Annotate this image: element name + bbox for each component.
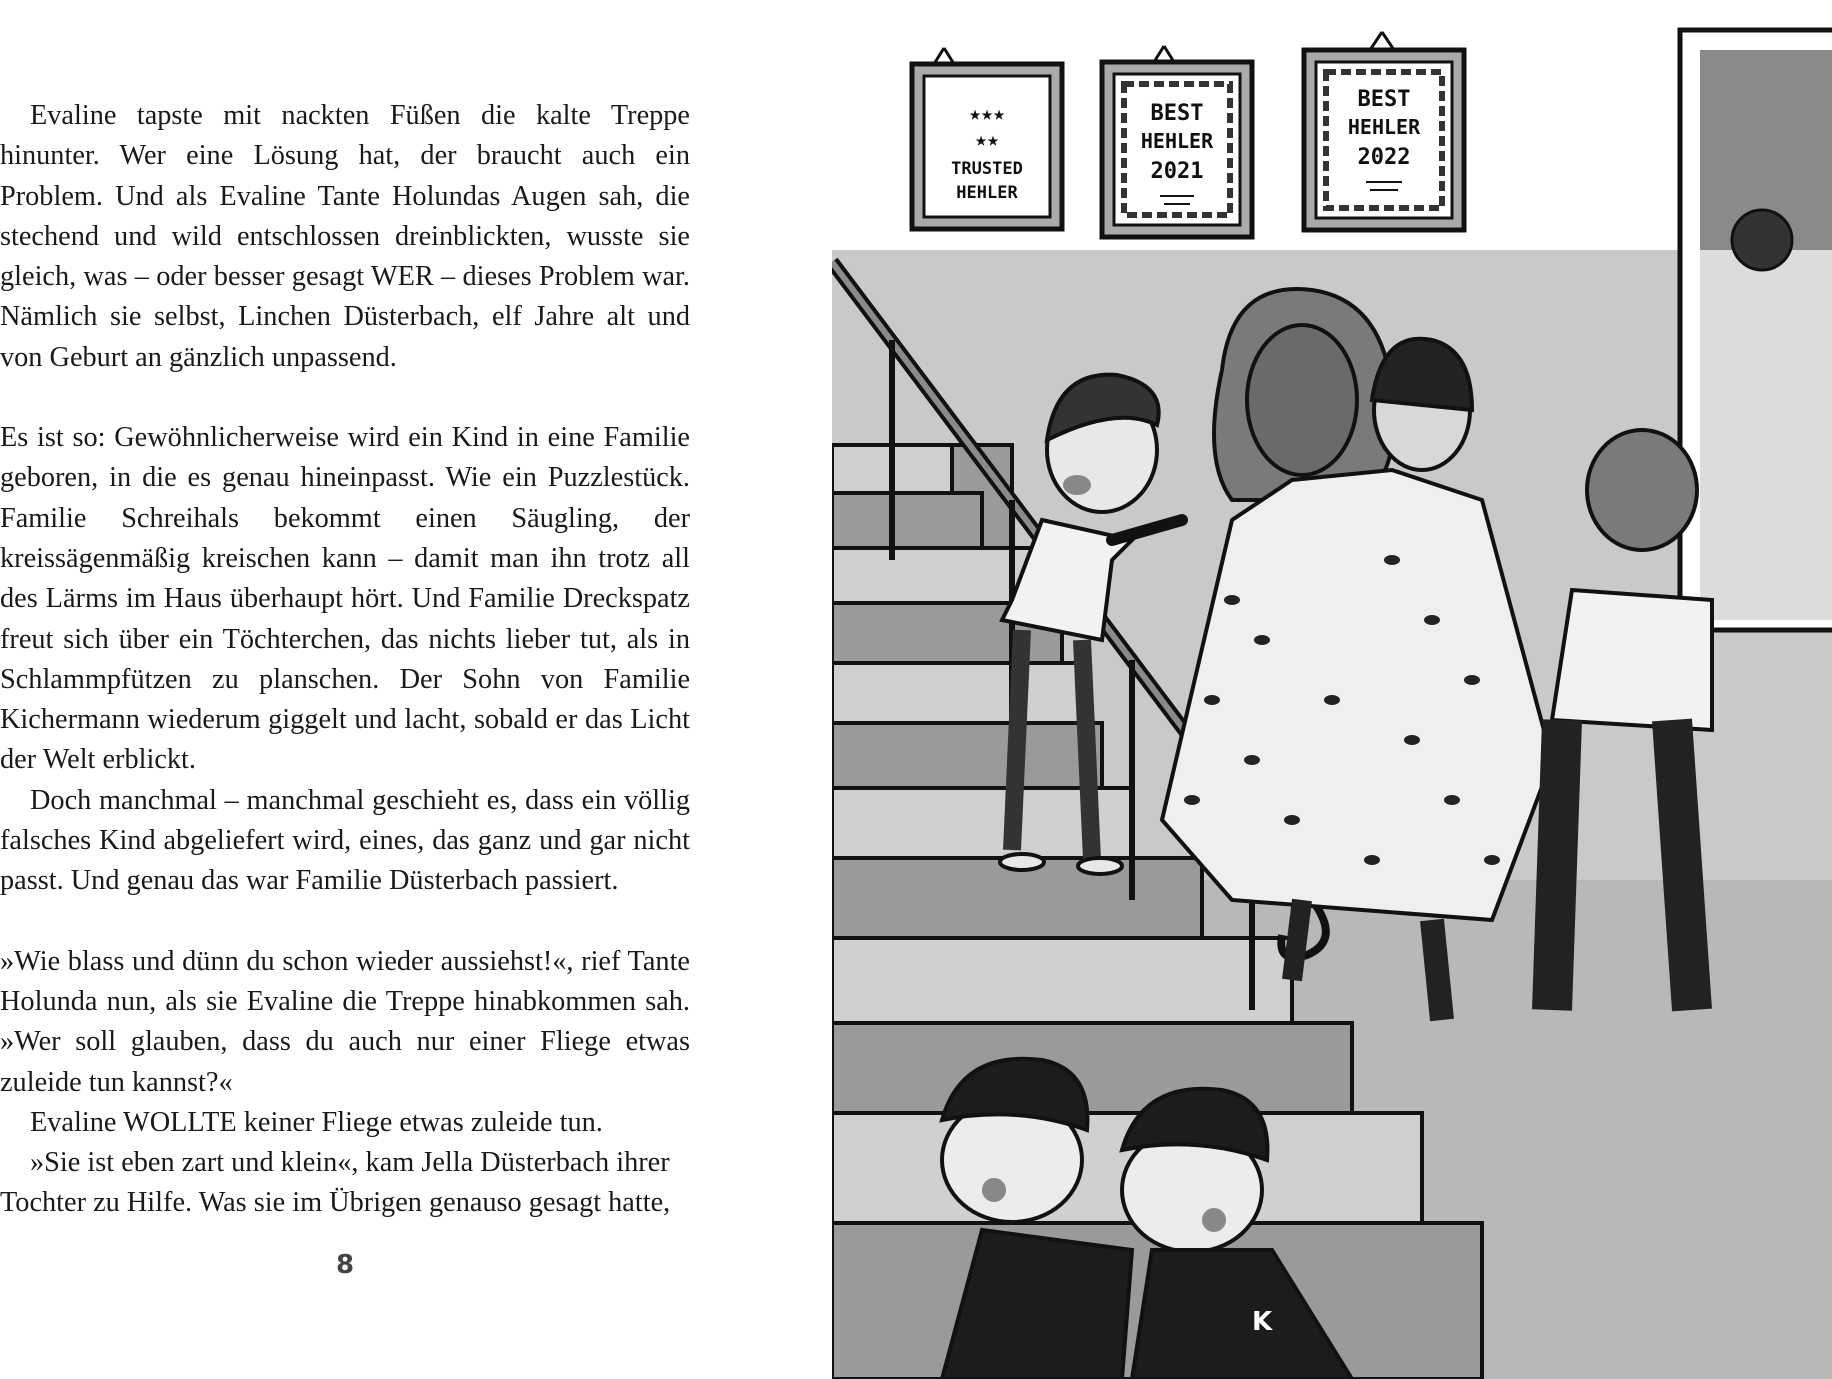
sign-1-line-4: HEHLER xyxy=(956,183,1018,203)
sign-1-line-1: ★★★ xyxy=(968,101,1006,125)
doorway xyxy=(1680,30,1832,630)
book-page-left xyxy=(0,0,800,1379)
sign-2-line-2: HEHLER xyxy=(1140,129,1214,153)
sign-2-line-1: BEST xyxy=(1150,101,1204,126)
sign-2-line-3: 2021 xyxy=(1150,159,1204,184)
jacket-letter: K xyxy=(1252,1307,1273,1337)
paragraph-1: Evaline tapste mit nackten Füßen die kalte Treppe hinunter. Wer eine Lösung hat, der braucht auch ein Problem. Und als Evaline Tante Holundas Augen sah, die stechend und wild entschlossen dreinblickten, wusste sie gleich, was – oder besser gesagt WER – dieses Problem war. Nämlich sie selbst, Linchen Düsterbach, elf Jahre alt und von Geburt an gänzlich unpassend. xyxy=(0,100,690,373)
paragraph-3: Doch manchmal – manchmal geschieht es, dass ein völlig falsches Kind abgeliefert wird, eines, das ganz und gar nicht passt. Und genau das war Familie Düsterbach passiert. xyxy=(0,784,690,897)
sign-3-line-1: BEST xyxy=(1357,87,1411,112)
sign-trusted-hehler xyxy=(912,48,1062,229)
sign-3-line-3: 2022 xyxy=(1357,145,1411,170)
sign-best-hehler-2021 xyxy=(1102,46,1252,237)
body-text xyxy=(0,96,690,1224)
paragraph-2: Es ist so: Gewöhnlicherweise wird ein Kind in eine Familie geboren, in die es genau hineinpasst. Wie ein Puzzlestück. Familie Schreihals bekommt einen Säugling, der kreissägenmäßig kreischen kann – damit man ihn trotz all des Lärms im Haus überhaupt hört. Und Familie Dreckspatz freut sich über ein Töchterchen, das nichts lieber tut, als in Schlammpfützen zu planschen. Der Sohn von Familie Kichermann wiederum giggelt und lacht, sobald er das Licht der Welt erblickt. xyxy=(0,422,690,776)
sign-best-hehler-2022 xyxy=(1304,32,1464,230)
sign-3-line-2: HEHLER xyxy=(1347,115,1421,139)
illustration-staircase-family xyxy=(832,0,1832,1379)
paragraph-4: »Wie blass und dünn du schon wieder aussiehst!«, rief Tante Holunda nun, als sie Evaline die Treppe hinabkommen sah. »Wer soll glauben, dass du auch nur einer Fliege etwas zuleide tun kannst?« xyxy=(0,945,690,1098)
sign-1-line-3: TRUSTED xyxy=(951,159,1023,179)
paragraph-6: »Sie ist eben zart und klein«, kam Jella Düsterbach ihrer Tochter zu Hilfe. Was sie im Übrigen genauso gesagt hatte, xyxy=(0,1147,671,1219)
sign-1-line-2: ★★ xyxy=(974,127,1000,151)
page-number: 8 xyxy=(335,1250,355,1280)
illustration-drawing xyxy=(832,0,1832,1379)
paragraph-5: Evaline WOLLTE keiner Fliege etwas zuleide tun. xyxy=(30,1106,603,1138)
